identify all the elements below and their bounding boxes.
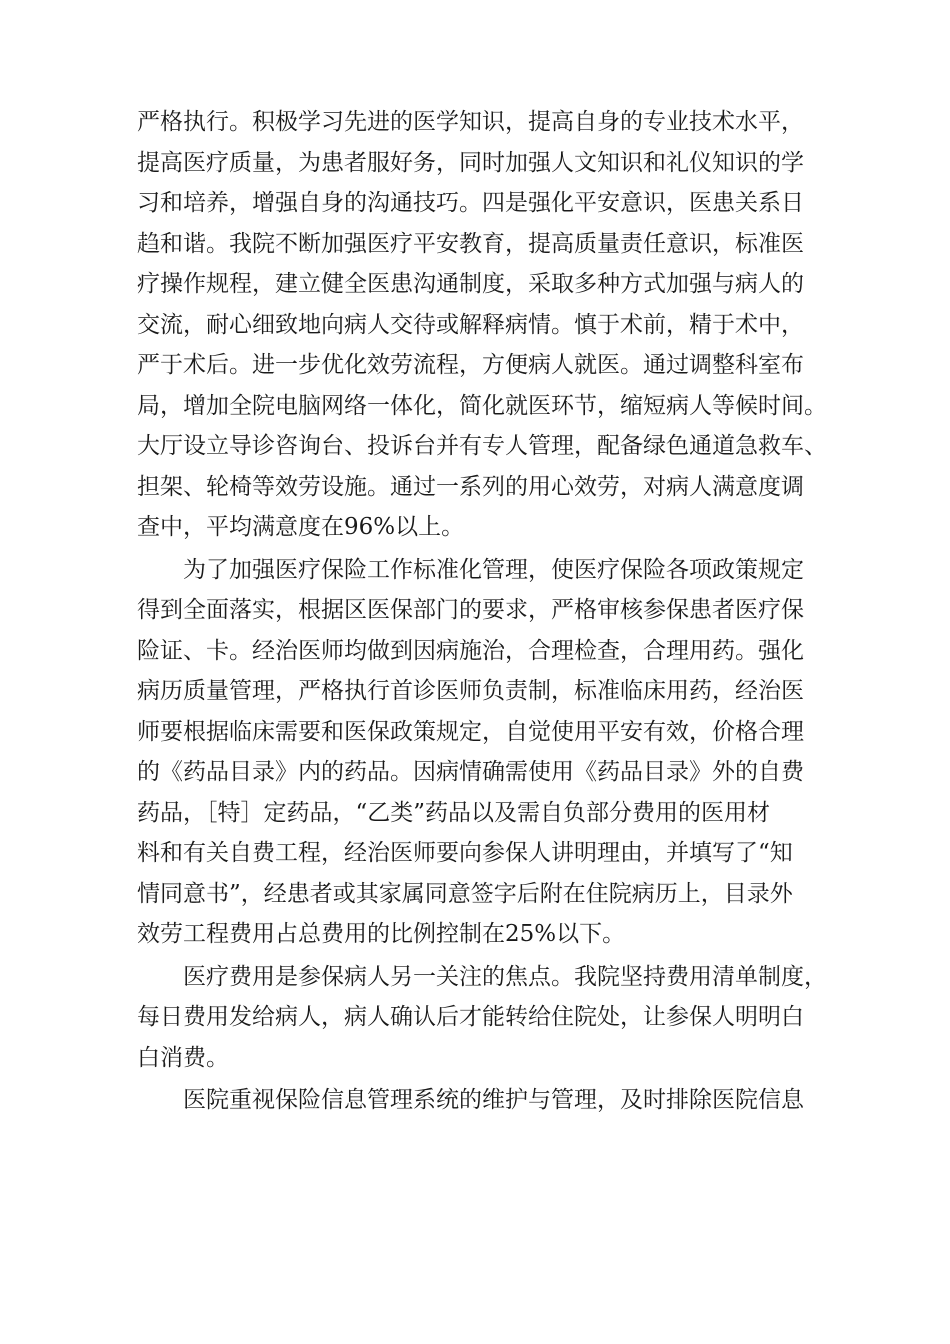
paragraph-line: 情同意书”，经患者或其家属同意签字后附在住院病历上，目录外	[137, 880, 793, 907]
paragraph-line: 习和培养，增强自身的沟通技巧。四是强化平安意识，医患关系日	[137, 190, 804, 216]
paragraph-1	[137, 102, 827, 548]
body-text	[137, 102, 827, 1121]
paragraph-line: 趋和谐。我院不断加强医疗平安教育，提高质量责任意识，标准医	[137, 230, 804, 257]
paragraph-line: 为了加强医疗保险工作标准化管理，使医疗保险各项政策规定	[183, 556, 804, 583]
paragraph-line: 师要根据临床需要和医保政策规定，自觉使用平安有效，价格合理	[137, 718, 804, 745]
paragraph-line: 效劳工程费用占总费用的比例控制在25%以下。	[137, 921, 626, 947]
paragraph-line: 医院重视保险信息管理系统的维护与管理，及时排除医院信息	[183, 1087, 804, 1113]
paragraph-line: 医疗费用是参保病人另一关注的焦点。我院坚持费用清单制度，	[183, 963, 827, 990]
paragraph-3	[137, 957, 827, 1079]
paragraph-line: 险证、卡。经治医师均做到因病施治，合理检查，合理用药。强化	[137, 637, 804, 664]
paragraph-line: 料和有关自费工程，经治医师要向参保人讲明理由，并填写了“知	[137, 840, 793, 866]
paragraph-line: 查中，平均满意度在96%以上。	[137, 514, 465, 540]
paragraph-2	[137, 550, 817, 955]
paragraph-line: 的《药品目录》内的药品。因病情确需使用《药品目录》外的自费	[137, 759, 804, 785]
paragraph-line: 药品，［特］定药品，“乙类”药品以及需自负部分费用的医用材	[137, 799, 771, 826]
paragraph-line: 严于术后。进一步优化效劳流程，方便病人就医。通过调整科室布	[137, 352, 804, 378]
paragraph-line: 疗操作规程，建立健全医患沟通制度，采取多种方式加强与病人的	[137, 271, 804, 297]
paragraph-4	[137, 1080, 817, 1121]
paragraph-line: 担架、轮椅等效劳设施。通过一系列的用心效劳，对病人满意度调	[137, 473, 804, 500]
paragraph-line: 病历质量管理，严格执行首诊医师负责制，标准临床用药，经治医	[137, 678, 804, 704]
paragraph-line: 严格执行。积极学习先进的医学知识，提高自身的专业技术水平，	[137, 109, 804, 135]
paragraph-line: 得到全面落实，根据区医保部门的要求，严格审核参保患者医疗保	[137, 597, 804, 623]
paragraph-line: 白消费。	[137, 1044, 229, 1071]
paragraph-line: 提高医疗质量，为患者服好务，同时加强人文知识和礼仪知识的学	[137, 149, 804, 176]
paragraph-line: 局，增加全院电脑网络一体化，简化就医环节，缩短病人等候时间。	[137, 392, 827, 419]
paragraph-line: 交流，耐心细致地向病人交待或解释病情。慎于术前，精于术中，	[137, 311, 804, 338]
paragraph-line: 大厅设立导诊咨询台、投诉台并有专人管理，配备绿色通道急救车、	[137, 433, 827, 459]
paragraph-line: 每日费用发给病人，病人确认后才能转给住院处，让参保人明明白	[137, 1004, 804, 1030]
